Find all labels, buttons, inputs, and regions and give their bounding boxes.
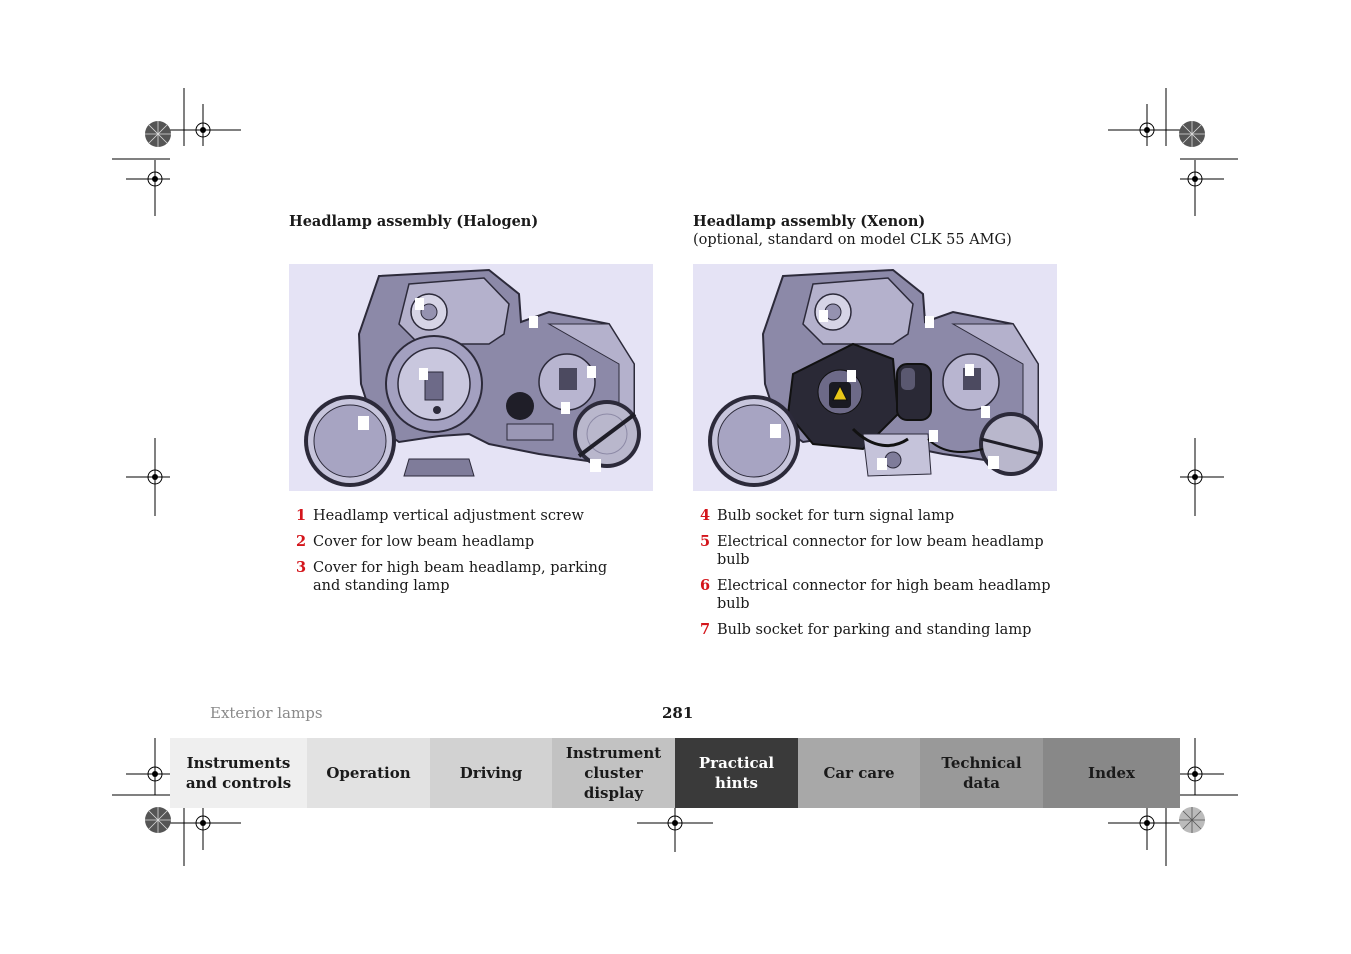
legend-item [289, 507, 619, 525]
legend-number: 4 [700, 507, 711, 524]
tab-index[interactable]: Index [1043, 738, 1180, 808]
tab-instrument-cluster-display[interactable]: Instrument cluster display [552, 738, 675, 808]
legend-item [693, 621, 1063, 639]
legend-item [693, 533, 1063, 569]
page-number: 281 [662, 704, 694, 722]
legend-number: 5 [700, 533, 711, 550]
halogen-headlamp-illustration [289, 264, 653, 491]
tab-driving[interactable]: Driving [430, 738, 552, 808]
halogen-heading [289, 213, 538, 231]
legend-text: Electrical connector for low beam headlamp bulb [717, 534, 1044, 568]
legend-text: Bulb socket for parking and standing lamp [717, 622, 1032, 638]
xenon-heading [693, 213, 1012, 249]
tab-car-care[interactable]: Car care [798, 738, 920, 808]
legend-number: 3 [296, 559, 307, 576]
tab-practical-hints[interactable]: Practical hints [675, 738, 798, 808]
tab-instruments-and-controls[interactable]: Instruments and controls [170, 738, 307, 808]
legend-number: 7 [700, 621, 711, 638]
legend-item [289, 533, 619, 551]
xenon-headlamp-illustration [693, 264, 1057, 491]
legend-item [693, 507, 1063, 525]
halogen-legend [289, 507, 619, 603]
legend-text: Cover for low beam headlamp [313, 534, 535, 550]
section-title: Exterior lamps [210, 704, 323, 722]
tab-technical-data[interactable]: Technical data [920, 738, 1043, 808]
legend-number: 1 [296, 507, 307, 524]
legend-text: Headlamp vertical adjustment screw [313, 508, 584, 524]
tab-operation[interactable]: Operation [307, 738, 430, 808]
legend-item [693, 577, 1063, 613]
xenon-title: Headlamp assembly (Xenon) [693, 213, 926, 230]
chapter-nav-bar [170, 738, 1180, 808]
halogen-title: Headlamp assembly (Halogen) [289, 213, 539, 230]
legend-item [289, 559, 619, 595]
xenon-subtitle: (optional, standard on model CLK 55 AMG) [693, 232, 1012, 248]
legend-text: Bulb socket for turn signal lamp [717, 508, 955, 524]
legend-text: Electrical connector for high beam headlamp bulb [717, 578, 1051, 612]
legend-text: Cover for high beam headlamp, parking and standing lamp [313, 560, 608, 594]
legend-number: 2 [296, 533, 307, 550]
xenon-legend [693, 507, 1063, 647]
legend-number: 6 [700, 577, 711, 594]
